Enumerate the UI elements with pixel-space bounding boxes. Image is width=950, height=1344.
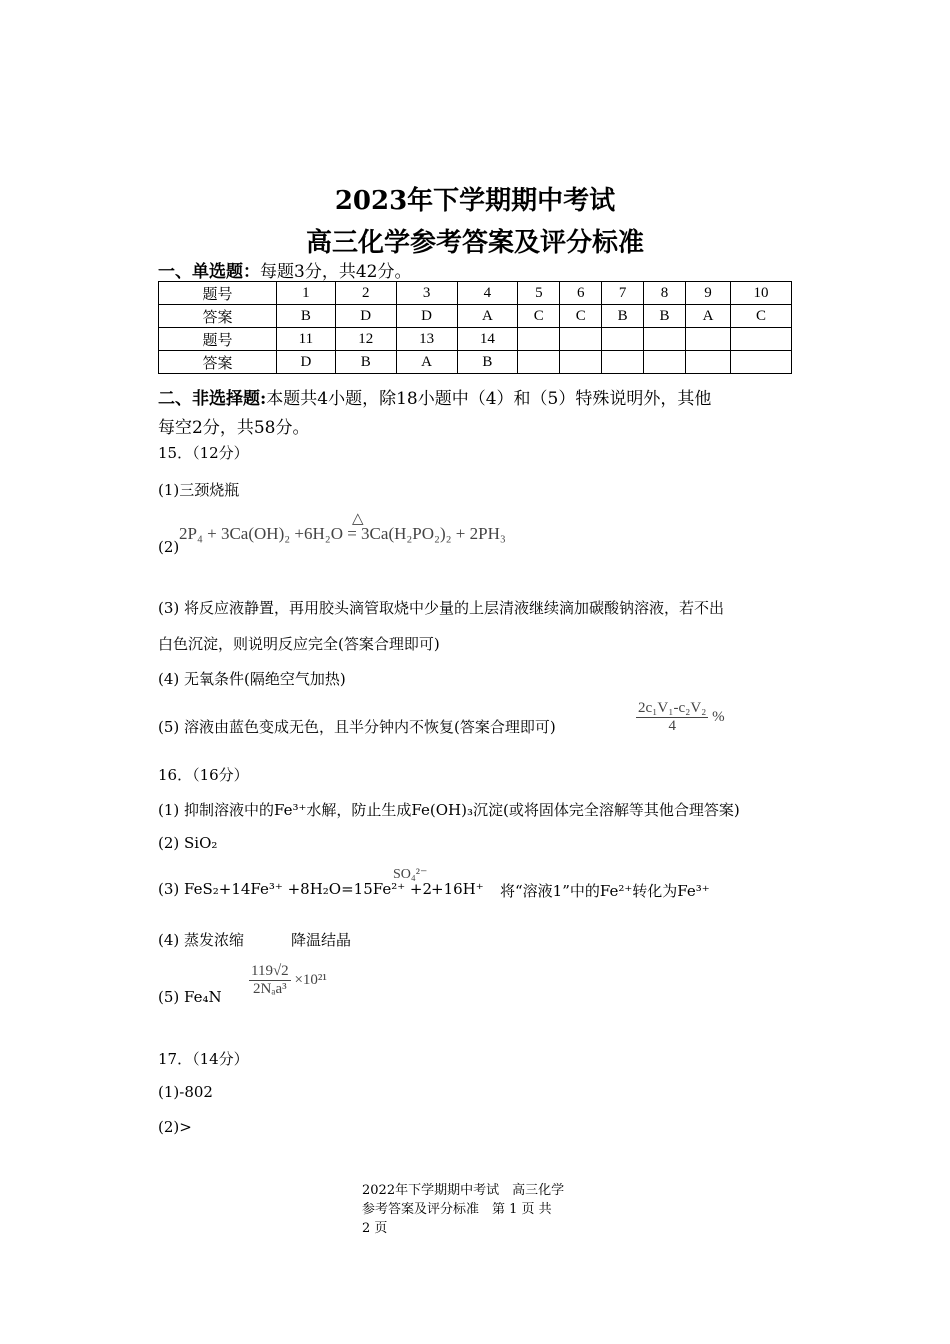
table-cell: 答案 — [159, 305, 277, 328]
table-cell: D — [277, 351, 336, 374]
table-cell: B — [457, 351, 518, 374]
table-cell — [602, 328, 644, 351]
section1-desc: 每题3分，共42分。 — [260, 262, 412, 282]
q15-answer-1: (1)三颈烧瓶 — [158, 481, 240, 499]
fraction — [249, 963, 291, 998]
table-cell: 6 — [560, 282, 602, 305]
percent-unit: % — [712, 708, 725, 725]
section2-desc-line2: 每空2分，共58分。 — [158, 418, 310, 438]
fraction-denominator: 2Nₐa³ — [253, 981, 287, 997]
section1-heading: 一、单选题： — [158, 262, 260, 282]
table-cell: 4 — [457, 282, 518, 305]
table-cell: C — [731, 305, 792, 328]
table-cell: A — [685, 305, 730, 328]
q16-answer-3-part2: +16H⁺ — [431, 880, 484, 898]
fraction-denominator: 4 — [668, 718, 676, 734]
answer-table — [158, 281, 792, 374]
table-cell — [644, 351, 686, 374]
page-subtitle: 高三化学参考答案及评分标准 — [305, 228, 644, 258]
table-cell: C — [560, 305, 602, 328]
section2 — [158, 384, 798, 409]
q16-answer-3-note: 将“溶液1”中的Fe²⁺转化为Fe³⁺ — [500, 882, 710, 900]
table-cell: 13 — [396, 328, 457, 351]
table-cell — [685, 328, 730, 351]
q16-answer-4-second: 降温结晶 — [291, 931, 352, 949]
q15-answer-5: (5) 溶液由蓝色变成无色，且半分钟内不恢复(答案合理即可) — [158, 718, 556, 736]
section2-heading: 二、非选择题: — [158, 389, 267, 409]
table-cell: A — [457, 305, 518, 328]
table-cell — [644, 328, 686, 351]
table-cell: 7 — [602, 282, 644, 305]
table-cell: 答案 — [159, 351, 277, 374]
q17-header: 17．（14分） — [158, 1050, 249, 1068]
q16-answer-5-label: (5) Fe₄N — [158, 988, 222, 1006]
q16-answer-1: (1) 抑制溶液中的Fe³⁺水解，防止生成Fe(OH)₃沉淀(或将固体完全溶解等其他合理答案) — [158, 801, 740, 819]
page-footer — [362, 1181, 564, 1238]
table-cell — [518, 328, 560, 351]
table-cell: C — [518, 305, 560, 328]
heat-condition-icon: △ — [352, 511, 364, 527]
power-of-ten: ×10²¹ — [294, 971, 327, 988]
q17-answer-2: (2)> — [158, 1118, 192, 1136]
table-cell: 2 — [335, 282, 396, 305]
table-cell — [602, 351, 644, 374]
table-cell: 题号 — [159, 282, 277, 305]
table-cell: 9 — [685, 282, 730, 305]
table-cell: D — [335, 305, 396, 328]
table-cell: 5 — [518, 282, 560, 305]
table-cell: 题号 — [159, 328, 277, 351]
footer-line1: 2022年下学期期中考试 高三化学 — [362, 1183, 565, 1198]
table-cell: 8 — [644, 282, 686, 305]
table-cell — [560, 328, 602, 351]
section2-desc-line1: 本题共4小题，除18小题中（4）和（5）特殊说明外，其他 — [266, 389, 712, 409]
table-cell: A — [396, 351, 457, 374]
table-cell — [731, 328, 792, 351]
table-cell — [731, 351, 792, 374]
fraction — [636, 700, 708, 735]
table-cell — [685, 351, 730, 374]
table-cell: 12 — [335, 328, 396, 351]
q15-answer-4: (4) 无氧条件(隔绝空气加热) — [158, 670, 346, 688]
q16-header: 16．（16分） — [158, 766, 249, 784]
table-row — [159, 305, 792, 328]
table-cell: B — [277, 305, 336, 328]
q16-answer-4: (4) 蒸发浓缩 — [158, 931, 245, 949]
q17-answer-1: (1)-802 — [158, 1083, 213, 1101]
fraction-numerator: 119√2 — [251, 963, 289, 979]
table-cell: 1 — [277, 282, 336, 305]
table-row — [159, 282, 792, 305]
table-cell: 10 — [731, 282, 792, 305]
table-cell: D — [396, 305, 457, 328]
table-cell: B — [335, 351, 396, 374]
table-cell: B — [644, 305, 686, 328]
table-cell — [560, 351, 602, 374]
q15-answer-3-line1: (3) 将反应液静置，再用胶头滴管取烧中少量的上层清液继续滴加碳酸钠溶液，若不出 — [158, 599, 725, 617]
section1 — [158, 257, 411, 282]
q15-answer-2-label: (2) — [158, 538, 180, 556]
table-cell: 11 — [277, 328, 336, 351]
q15-fraction — [636, 700, 725, 735]
q16-answer-3-part1: (3) FeS₂+14Fe³⁺ +8H₂O=15Fe²⁺ +2 — [158, 880, 433, 898]
fraction-numerator: 2c₁V₁-c₂V₂ — [638, 700, 707, 716]
q15-answer-3-line2: 白色沉淀，则说明反应完全(答案合理即可) — [158, 635, 440, 653]
q15-equation: 2P₄ + 3Ca(OH)₂ +6H₂O = 3Ca(H₂PO₂)₂ + 2PH₃ — [179, 524, 506, 543]
table-cell: 3 — [396, 282, 457, 305]
table-row — [159, 351, 792, 374]
table-cell — [518, 351, 560, 374]
page-title: 2023年下学期期中考试 — [334, 186, 616, 216]
footer-line2: 参考答案及评分标准 第 1 页 共 — [362, 1202, 552, 1217]
q16-answer-2: (2) SiO₂ — [158, 834, 218, 852]
table-row — [159, 328, 792, 351]
footer-line3: 2 页 — [362, 1221, 388, 1236]
sulfate-ion: SO₄²⁻ — [393, 867, 428, 882]
table-cell: B — [602, 305, 644, 328]
table-cell: 14 — [457, 328, 518, 351]
q15-header: 15．（12分） — [158, 444, 249, 462]
q16-density-formula — [249, 963, 327, 998]
